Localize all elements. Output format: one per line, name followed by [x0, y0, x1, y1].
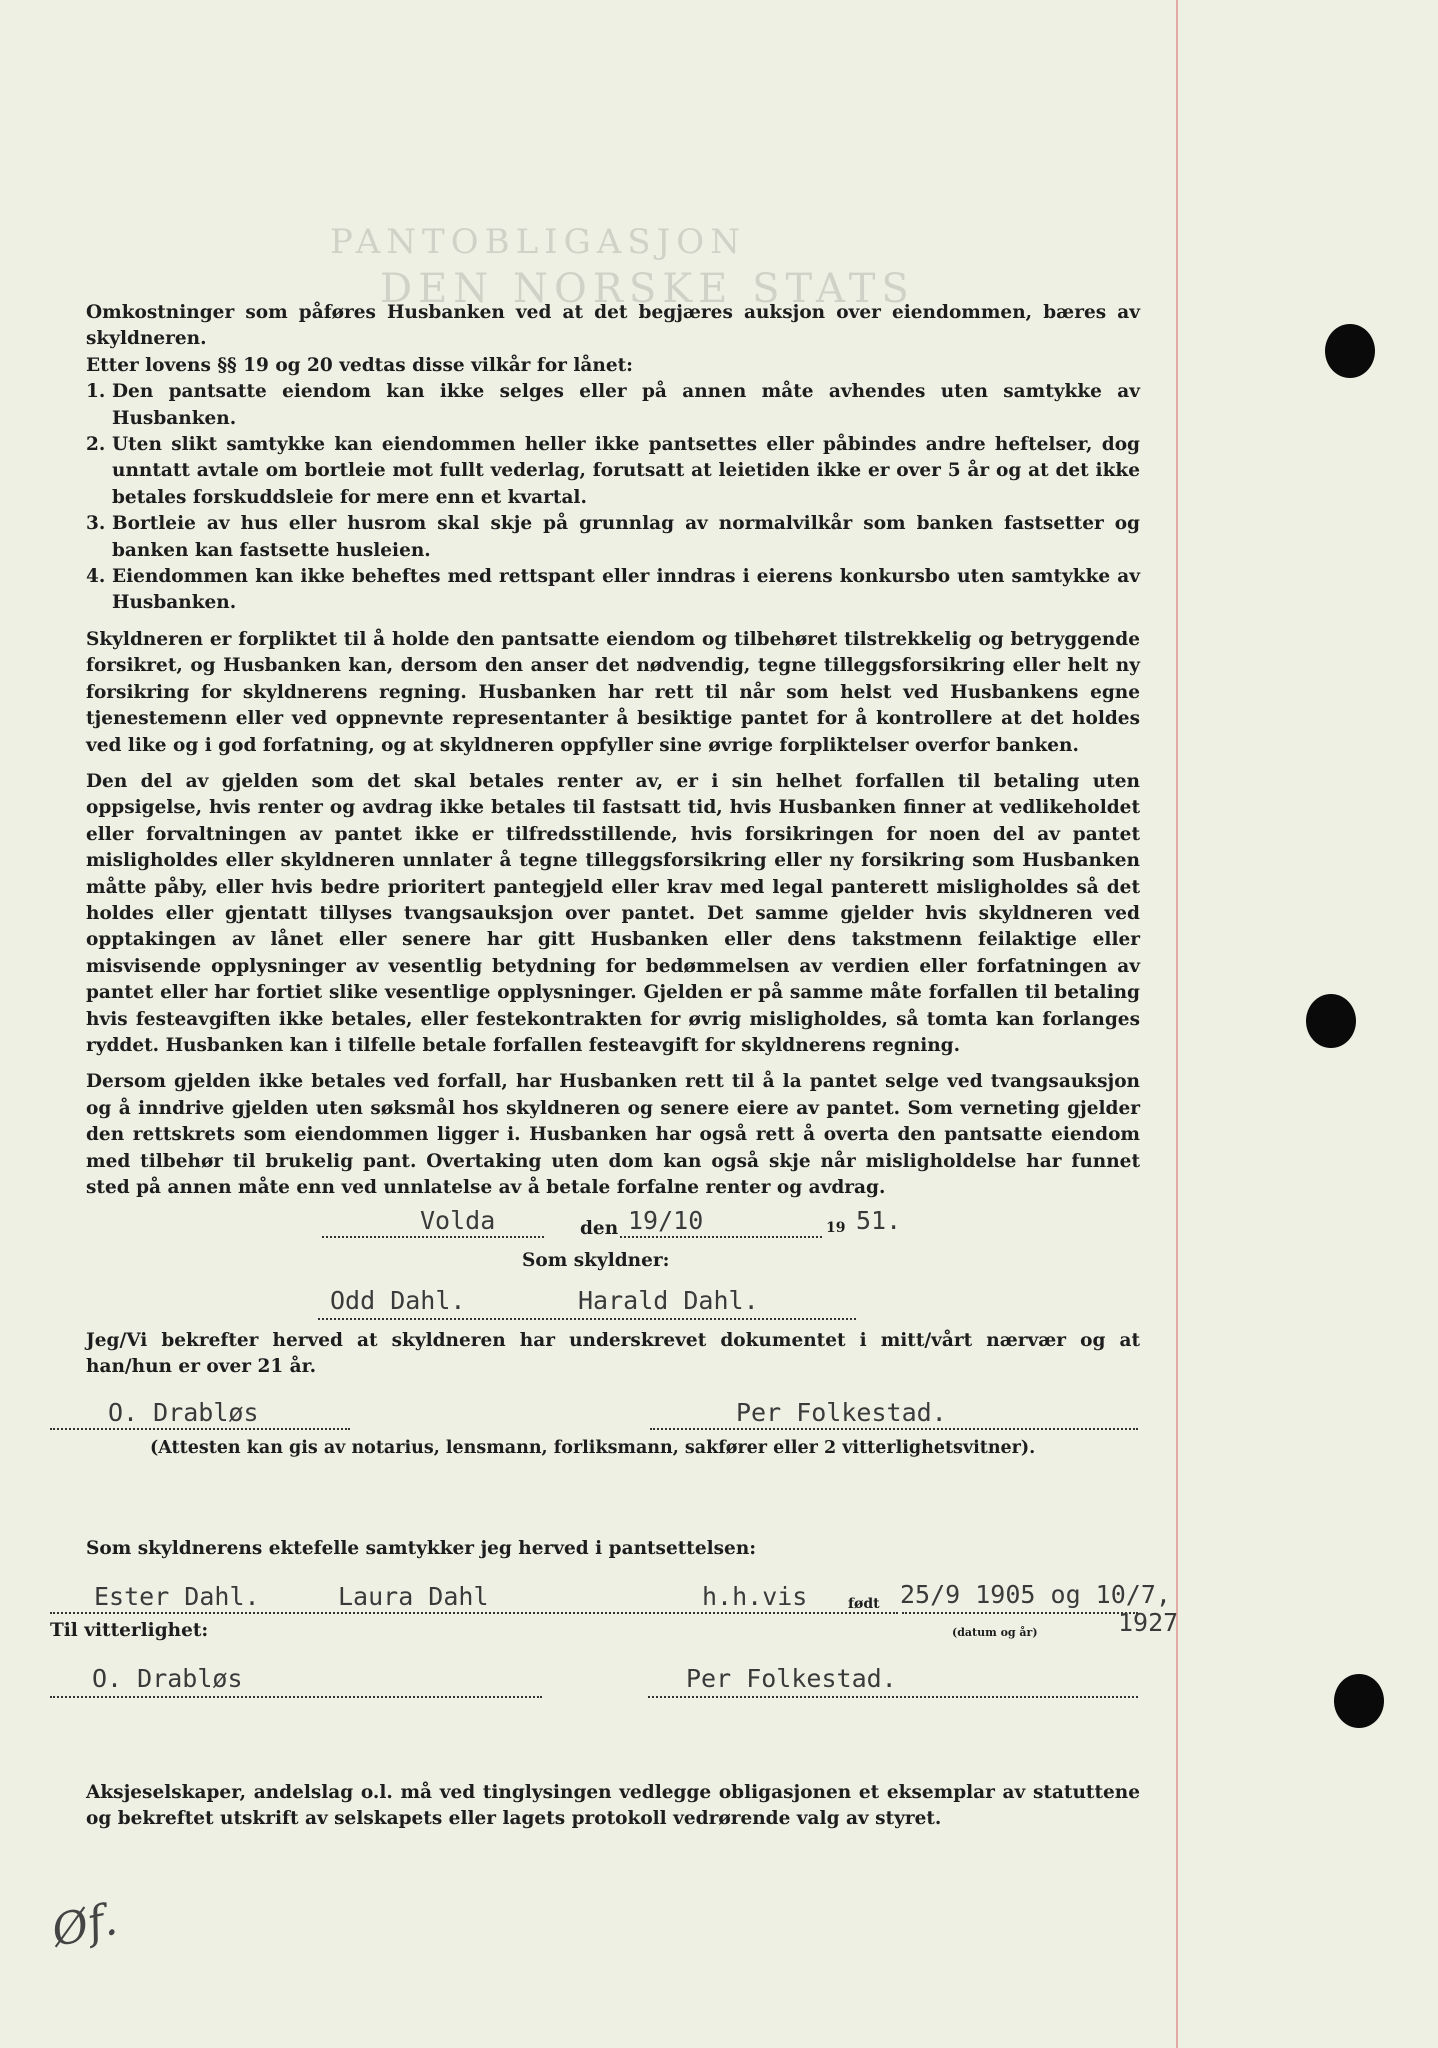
born-dates: 25/9 1905 og 10/7,	[900, 1580, 1171, 1609]
date-value: 19/10	[628, 1206, 704, 1235]
punch-hole	[1325, 324, 1375, 378]
date-hint: (datum og år)	[952, 1626, 1038, 1639]
debtor-label: Som skyldner:	[522, 1250, 670, 1271]
paragraph-insurance: Skyldneren er forpliktet til å holde den pantsatte eiendom og tilbehøret tilstrekkelig og betryggende forsikret, og Husbanken kan, dersom den anser det nødvendig, tegne tilleggsforsikring eller helt ny forsikring for skyldnerens regning. Husbanken har rett til når som helst ved Husbankens egne tjenestemenn eller ved oppnevnte representanter å besiktige pantet for å kontrollere at det holdes ved like og i god forfatning, og at skyldneren oppfyller sine øvrige forpliktelser overfor banken.	[86, 628, 1140, 756]
witness-name-2: Per Folkestad.	[736, 1398, 947, 1427]
spouse-hhvis: h.h.vis	[702, 1582, 808, 1611]
paragraph-costs: Omkostninger som påføres Husbanken ved at det begjæres auksjon over eiendommen, bæres av skyldneren.	[86, 302, 1140, 350]
company-note: Aksjeselskaper, andelslag o.l. må ved tinglysingen vedlegge obligasjonen et eksemplar av statuttene og bekreftet utskrift av selskapets eller lagets protokoll vedrørende valg av styret.	[86, 1782, 1140, 1830]
spouse-consent-label: Som skyldnerens ektefelle samtykker jeg herved i pantsettelsen:	[86, 1538, 757, 1559]
spouse-name-2: Laura Dahl	[338, 1582, 489, 1611]
attest-note: (Attesten kan gis av notarius, lensmann, forliksmann, sakfører eller 2 vitterlighetsvitner).	[150, 1438, 1036, 1458]
debtor-dotted-line	[318, 1318, 856, 1320]
witness-label: Til vitterlighet:	[50, 1620, 209, 1641]
debtor-name-1: Odd Dahl.	[330, 1286, 466, 1315]
spouse-witness-line-1	[50, 1696, 542, 1698]
spouse-dotted-line	[50, 1612, 898, 1614]
witness-name-1: O. Drabløs	[108, 1398, 259, 1427]
bleed-through-mark: DEN NORSKE STATS	[380, 266, 915, 312]
condition-item: 2. Uten slikt samtykke kan eiendommen heller ikke pantsettes eller påbindes andre heftelser, dog unntatt avtale om bortleie mot fullt vederlag, forutsatt at leietiden ikke er over 5 år og at det ikke betales forskuddsleie for mere enn et kvartal.	[86, 434, 1140, 508]
year-prefix: 19	[826, 1220, 846, 1236]
born-label: født	[848, 1596, 880, 1612]
spouse-witness-2: Per Folkestad.	[686, 1664, 897, 1693]
witness-statement: Jeg/Vi bekrefter herved at skyldneren har underskrevet dokumentet i mitt/vårt nærvær og at han/hun er over 21 år.	[86, 1330, 1140, 1378]
spouse-witness-1: O. Drabløs	[92, 1664, 243, 1693]
condition-item: 3. Bortleie av hus eller husrom skal skje på grunnlag av normalvilkår som banken fastsetter og banken kan fastsette husleien.	[86, 513, 1140, 561]
spouse-witness-line-2	[648, 1696, 1138, 1698]
punch-hole	[1306, 994, 1356, 1048]
paragraph-enforcement: Dersom gjelden ikke betales ved forfall, har Husbanken rett til å la pantet selge ved tvangsauksjon og å inndrive gjelden uten søksmål hos skyldneren og senere eiere av pantet. Som verneting gjelder den rettskrets som eiendommen ligger i. Husbanken har også rett å overta den pantsatte eiendom med tilbehør til brukelig pant. Overtaking uten dom kan også skje når misligholdelse har funnet sted på annen måte enn ved unnlatelse av å betale forfalne renter og avdrag.	[86, 1071, 1140, 1198]
handwritten-initials: Øf.	[47, 1893, 122, 1958]
year-suffix: 51.	[856, 1206, 902, 1235]
main-text	[86, 300, 1140, 1201]
punch-hole	[1334, 1674, 1384, 1728]
place-dotted-line	[322, 1236, 544, 1238]
born-dotted-line	[902, 1612, 1138, 1614]
debtor-name-2: Harald Dahl.	[578, 1286, 759, 1315]
place-value: Volda	[420, 1206, 496, 1235]
witness-dotted-line-2	[650, 1428, 1138, 1430]
condition-item: 1. Den pantsatte eiendom kan ikke selges eller på annen måte avhendes uten samtykke av Husbanken.	[86, 381, 1140, 429]
den-label: den	[580, 1218, 619, 1239]
paragraph-conditions-intro: Etter lovens §§ 19 og 20 vedtas disse vilkår for lånet:	[86, 354, 633, 376]
bleed-through-mark: PANTOBLIGASJON	[330, 222, 746, 262]
paragraph-default: Den del av gjelden som det skal betales renter av, er i sin helhet forfallen til betaling uten oppsigelse, hvis renter og avdrag ikke betales til fastsatt tid, hvis Husbanken finner at vedlikeholdet eller forvaltningen av pantet ikke er tilfredsstillende, hvis forsikringen for noen del av pantet misligholdes eller skyldneren unnlater å tegne tilleggsforsikring eller ny forsikring som Husbanken måtte påby, eller hvis bedre prioritert pantegjeld eller krav med legal panterett misligholdes så det holdes eller gjentatt tillyses tvangsauksjon over pantet. Det samme gjelder hvis skyldneren ved opptakingen av lånet eller senere har gitt Husbanken eller dens takstmenn feilaktige eller misvisende opplysninger av vesentlig betydning for bedømmelsen av verdien eller forfatningen av pantet eller har fortiet slike vesentlige opplysninger. Gjelden er på samme måte forfallen til betaling hvis festeavgiften ikke betales, eller festekontrakten for øvrig misligholdes, så tomta kan forlanges ryddet. Husbanken kan i tilfelle betale forfallen festeavgift for skyldnerens regning.	[86, 770, 1140, 1056]
witness-dotted-line-1	[50, 1428, 350, 1430]
margin-line	[1176, 0, 1178, 2048]
condition-item: 4. Eiendommen kan ikke beheftes med rettspant eller inndras i eierens konkursbo uten samtykke av Husbanken.	[86, 566, 1140, 614]
spouse-name-1: Ester Dahl.	[94, 1582, 260, 1611]
born-year-2: 1927	[1118, 1608, 1179, 1637]
date-dotted-line	[620, 1236, 822, 1238]
